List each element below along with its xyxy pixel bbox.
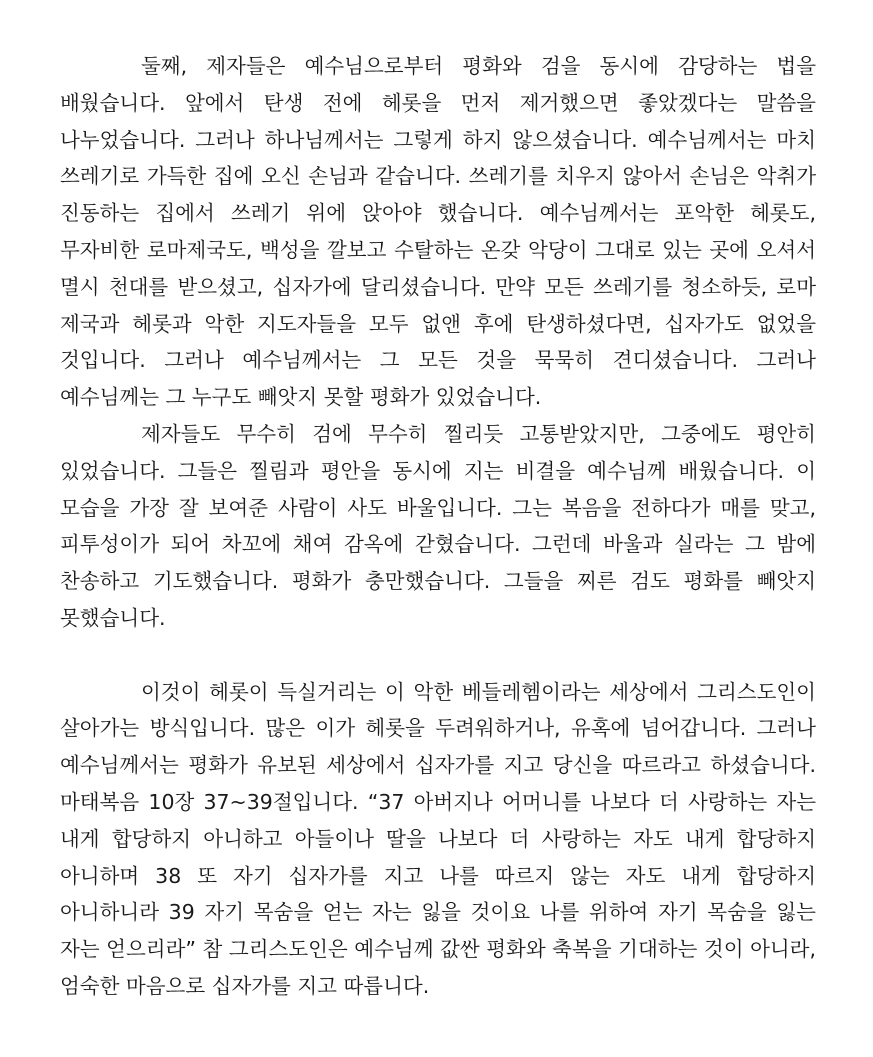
paragraph-spacer [60,637,816,674]
paragraph-2: 제자들도 무수히 검에 무수히 찔리듯 고통받았지만, 그중에도 평안히 있었습니다. 그들은 찔림과 평안을 동시에 지는 비결을 예수님께 배웠습니다. 이 모습을 가장 잘 보여준 사람이 사도 바울입니다. 그는 복음을 전하다가 매를 맞고, 피투성이가 되어 차꼬에 채여 감옥에 갇혔습니다. 그런데 바울과 실라는 그 밤에 찬송하고 기도했습니다. 평화가 충만했습니다. 그들을 찌른 검도 평화를 빼앗지 못했습니다. [60,421,816,630]
paragraph-1: 둘째, 제자들은 예수님으로부터 평화와 검을 동시에 감당하는 법을 배웠습니다. 앞에서 탄생 전에 헤롯을 먼저 제거했으면 좋았겠다는 말씀을 나누었습니다. 그러나 하나님께서는 그렇게 하지 않으셨습니다. 예수님께서는 마치 쓰레기로 가득한 집에 오신 손님과 같습니다. 쓰레기를 치우지 않아서 손님은 악취가 진동하는 집에서 쓰레기 위에 앉아야 했습니다. 예수님께서는 포악한 헤롯도, 무자비한 로마제국도, 백성을 깔보고 수탈하는 온갖 악당이 그대로 있는 곳에 오셔서 멸시 천대를 받으셨고, 십자가에 달리셨습니다. 만약 모든 쓰레기를 청소하듯, 로마 제국과 헤롯과 악한 지도자들을 모두 없앤 후에 탄생하셨다면, 십자가도 없었을 것입니다. 그러나 예수님께서는 그 모든 것을 묵묵히 견디셨습니다. 그러나 예수님께는 그 누구도 빼앗지 못할 평화가 있었습니다. [60,54,816,410]
paragraph-3: 이것이 헤롯이 득실거리는 이 악한 베들레헴이라는 세상에서 그리스도인이 살아가는 방식입니다. 많은 이가 헤롯을 두려워하거나, 유혹에 넘어갑니다. 그러나 예수님께서는 평화가 유보된 세상에서 십자가를 지고 당신을 따르라고 하셨습니다. 마태복음 10장 37~39절입니다. “37 아버지나 어머니를 나보다 더 사랑하는 자는 내게 합당하지 아니하고 아들이나 딸을 나보다 더 사랑하는 자도 내게 합당하지 아니하며 38 또 자기 십자가를 지고 나를 따르지 않는 자도 내게 합당하지 아니하니라 39 자기 목숨을 얻는 자는 잃을 것이요 나를 위하여 자기 목숨을 잃는 자는 얻으리라” 참 그리스도인은 예수님께 값싼 평화와 축복을 기대하는 것이 아니라, 엄숙한 마음으로 십자가를 지고 따릅니다. [60,679,816,998]
document-body [60,48,816,1005]
